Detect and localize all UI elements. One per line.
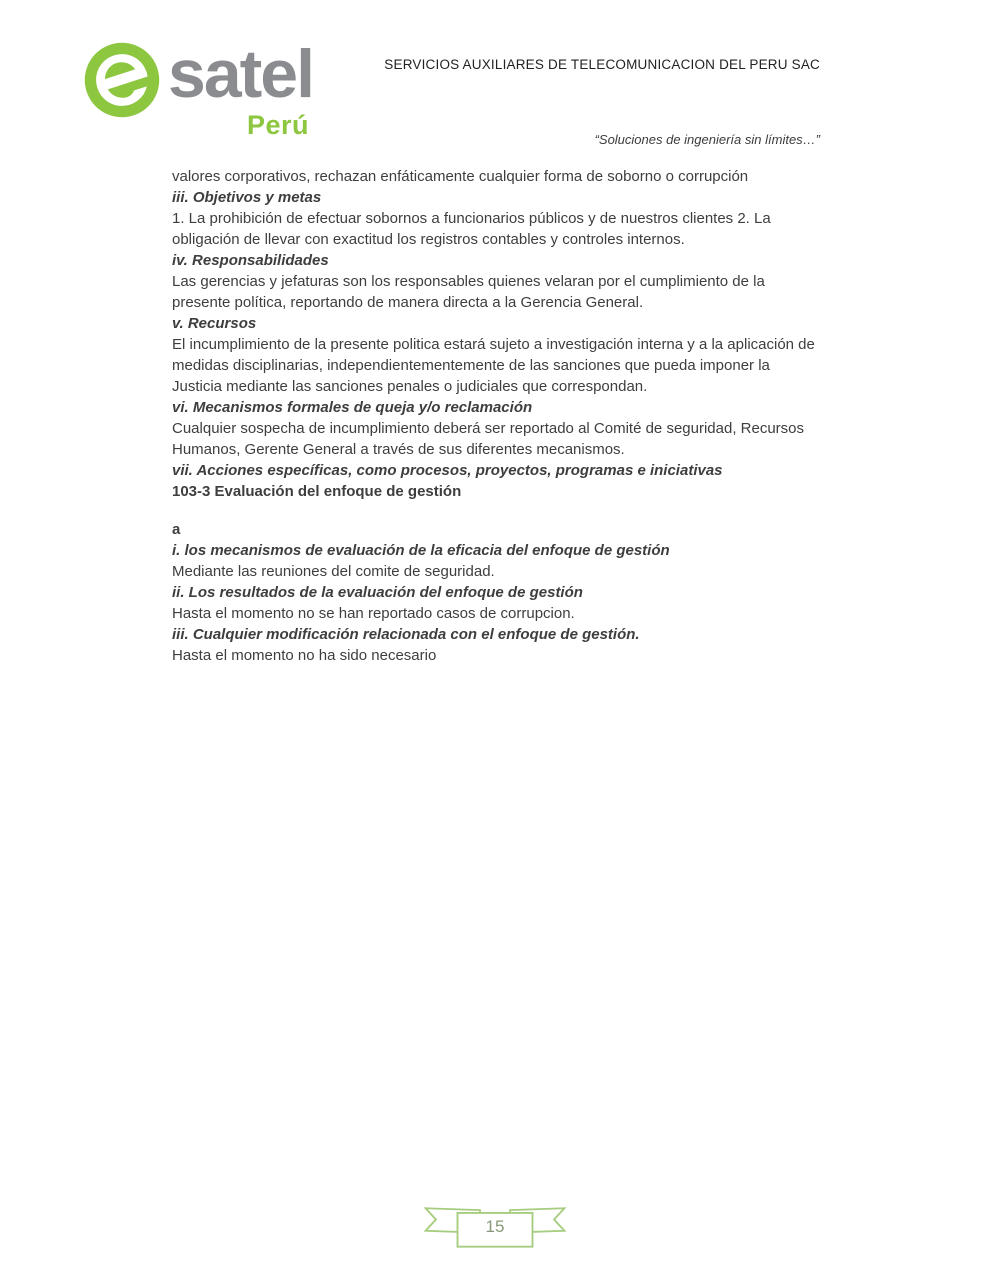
- evaluation-item-heading-iii: iii. Cualquier modificación relacionada con el enfoque de gestión.: [172, 626, 640, 643]
- evaluation-label: a: [172, 521, 181, 538]
- company-tagline: “Soluciones de ingeniería sin límites…”: [594, 132, 820, 147]
- section-heading-acciones: vii. Acciones específicas, como procesos, proyectos, programas e iniciativas: [172, 462, 723, 479]
- satel-logo: [84, 36, 313, 141]
- evaluation-item-heading-ii: ii. Los resultados de la evaluación del enfoque de gestión: [172, 584, 583, 601]
- page-number-ribbon: [420, 1204, 570, 1250]
- section-paragraph-responsabilidades: Las gerencias y jefaturas son los responsables quienes velaran por el cumplimiento de la presente política, reportando de manera directa a la Gerencia General.: [172, 273, 765, 311]
- document-content: [172, 166, 822, 666]
- logo-text: [168, 36, 313, 141]
- evaluation-item-body-i: Mediante las reuniones del comite de seguridad.: [172, 563, 495, 580]
- section-heading-mecanismos: vi. Mecanismos formales de queja y/o reclamación: [172, 399, 533, 416]
- evaluation-item-heading-i: i. los mecanismos de evaluación de la eficacia del enfoque de gestión: [172, 542, 670, 559]
- section-heading-recursos: v. Recursos: [172, 315, 257, 332]
- company-name: SERVICIOS AUXILIARES DE TELECOMUNICACION DEL PERU SAC: [384, 57, 820, 72]
- evaluation-item-body-iii: Hasta el momento no ha sido necesario: [172, 647, 437, 664]
- satel-e-icon: [84, 42, 160, 118]
- section-paragraph-recursos: El incumplimiento de la presente politica estará sujeto a investigación interna y a la aplicación de medidas disciplinarias, independientementemente de las sanciones que pueda imponer la Justicia mediante las sanciones penales o judiciales que correspondan.: [172, 336, 815, 395]
- logo-brand-text: satel: [168, 36, 313, 112]
- section-paragraph-objetivos: 1. La prohibición de efectuar sobornos a funcionarios públicos y de nuestros clientes 2. La obligación de llevar con exactitud los registros contables y controles internos.: [172, 210, 771, 248]
- page-number: 15: [485, 1217, 505, 1236]
- evaluation-heading: 103-3 Evaluación del enfoque de gestión: [172, 483, 462, 500]
- section-paragraph-mecanismos: Cualquier sospecha de incumplimiento deberá ser reportado al Comité de seguridad, Recursos Humanos, Gerente General a través de sus diferentes mecanismos.: [172, 420, 805, 458]
- evaluation-item-body-ii: Hasta el momento no se han reportado casos de corrupcion.: [172, 605, 575, 622]
- logo-region-text: Perú: [246, 109, 309, 140]
- intro-paragraph: valores corporativos, rechazan enfáticamente cualquier forma de soborno o corrupción: [172, 168, 749, 185]
- section-heading-objetivos: iii. Objetivos y metas: [172, 189, 322, 206]
- section-heading-responsabilidades: iv. Responsabilidades: [172, 252, 329, 269]
